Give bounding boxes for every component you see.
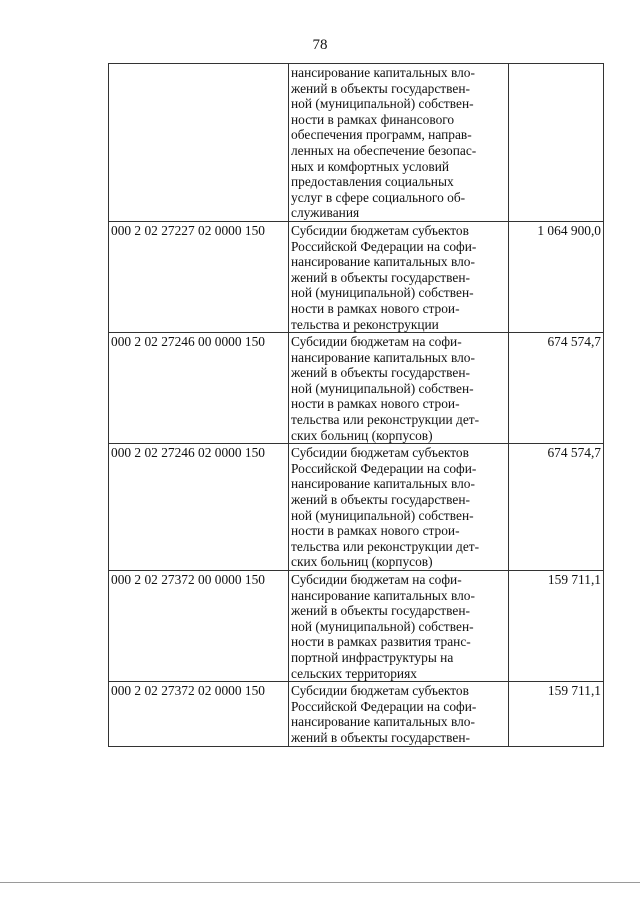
row-description: [289, 221, 509, 332]
description-line: тельства или реконструкции дет-: [291, 412, 480, 428]
row-description: [289, 682, 509, 746]
description-line: ной (муниципальной) собствен-: [291, 618, 474, 634]
description-line: жений в объекты государствен-: [291, 269, 470, 285]
description-line: Субсидии бюджетам субъектов: [291, 683, 469, 699]
amount-value: 159 711,1: [509, 571, 604, 682]
description-line: ной (муниципальной) собствен-: [291, 96, 474, 112]
description-line: тельства или реконструкции дет-: [291, 538, 480, 554]
description-line: ности в рамках нового строи-: [291, 396, 460, 412]
classification-code: [109, 64, 289, 222]
classification-code: 000 2 02 27227 02 0000 150: [109, 221, 289, 332]
description-line: нансирование капитальных вло-: [291, 254, 475, 270]
description-line: ности в рамках финансового: [291, 111, 455, 127]
classification-code: 000 2 02 27246 00 0000 150: [109, 333, 289, 444]
table-row: [109, 64, 604, 222]
description-line: ной (муниципальной) собствен-: [291, 507, 474, 523]
description-line: ленных на обеспечение безопас-: [291, 142, 477, 158]
description-line: предоставления социальных: [291, 174, 454, 190]
classification-code: 000 2 02 27372 02 0000 150: [109, 682, 289, 746]
page-number: 78: [312, 37, 328, 53]
description-line: ности в рамках нового строи-: [291, 523, 460, 539]
description-line: ных и комфортных условий: [291, 158, 450, 174]
description-line: нансирование капитальных вло-: [291, 476, 475, 492]
description-line: Субсидии бюджетам субъектов: [291, 445, 469, 461]
description-line: ной (муниципальной) собствен-: [291, 285, 474, 301]
row-description: [289, 444, 509, 571]
description-line: нансирование капитальных вло-: [291, 714, 475, 730]
description-line: услуг в сфере социального об-: [291, 189, 466, 205]
description-line: Субсидии бюджетам на софи-: [291, 334, 462, 350]
description-line: Российской Федерации на софи-: [291, 460, 477, 476]
description-line: тельства и реконструкции: [291, 316, 439, 332]
description-line: служивания: [291, 205, 360, 221]
description-line: жений в объекты государствен-: [291, 729, 470, 745]
description-line: нансирование капитальных вло-: [291, 587, 475, 603]
budget-table: [108, 63, 604, 747]
description-line: Российской Федерации на софи-: [291, 698, 477, 714]
row-description: [289, 64, 509, 222]
description-line: жений в объекты государствен-: [291, 603, 470, 619]
table-row: [109, 444, 604, 571]
description-line: Субсидии бюджетам субъектов: [291, 222, 469, 238]
classification-code: 000 2 02 27246 02 0000 150: [109, 444, 289, 571]
description-line: жений в объекты государствен-: [291, 365, 470, 381]
description-line: Субсидии бюджетам на софи-: [291, 572, 462, 587]
description-line: ских больниц (корпусов): [291, 554, 433, 570]
description-line: ности в рамках нового строи-: [291, 300, 460, 316]
description-line: ских больниц (корпусов): [291, 427, 433, 443]
description-line: жений в объекты государствен-: [291, 492, 470, 508]
amount-value: [509, 64, 604, 222]
description-line: нансирование капитальных вло-: [291, 65, 475, 80]
amount-value: 674 574,7: [509, 333, 604, 444]
table-row: [109, 333, 604, 444]
page-bottom-rule: [0, 882, 640, 883]
table-row: [109, 682, 604, 746]
row-description: [289, 333, 509, 444]
row-description: [289, 571, 509, 682]
classification-code: 000 2 02 27372 00 0000 150: [109, 571, 289, 682]
amount-value: 1 064 900,0: [509, 221, 604, 332]
description-line: обеспечения программ, направ-: [291, 127, 472, 143]
description-line: жений в объекты государствен-: [291, 80, 470, 96]
amount-value: 674 574,7: [509, 444, 604, 571]
description-line: ности в рамках развития транс-: [291, 634, 471, 650]
budget-table-body: [109, 64, 604, 747]
description-line: сельских территориях: [291, 665, 417, 681]
table-row: [109, 571, 604, 682]
table-row: [109, 221, 604, 332]
description-line: ной (муниципальной) собствен-: [291, 380, 474, 396]
amount-value: 159 711,1: [509, 682, 604, 746]
description-line: Российской Федерации на софи-: [291, 238, 477, 254]
description-line: портной инфраструктуры на: [291, 649, 454, 665]
description-line: нансирование капитальных вло-: [291, 349, 475, 365]
